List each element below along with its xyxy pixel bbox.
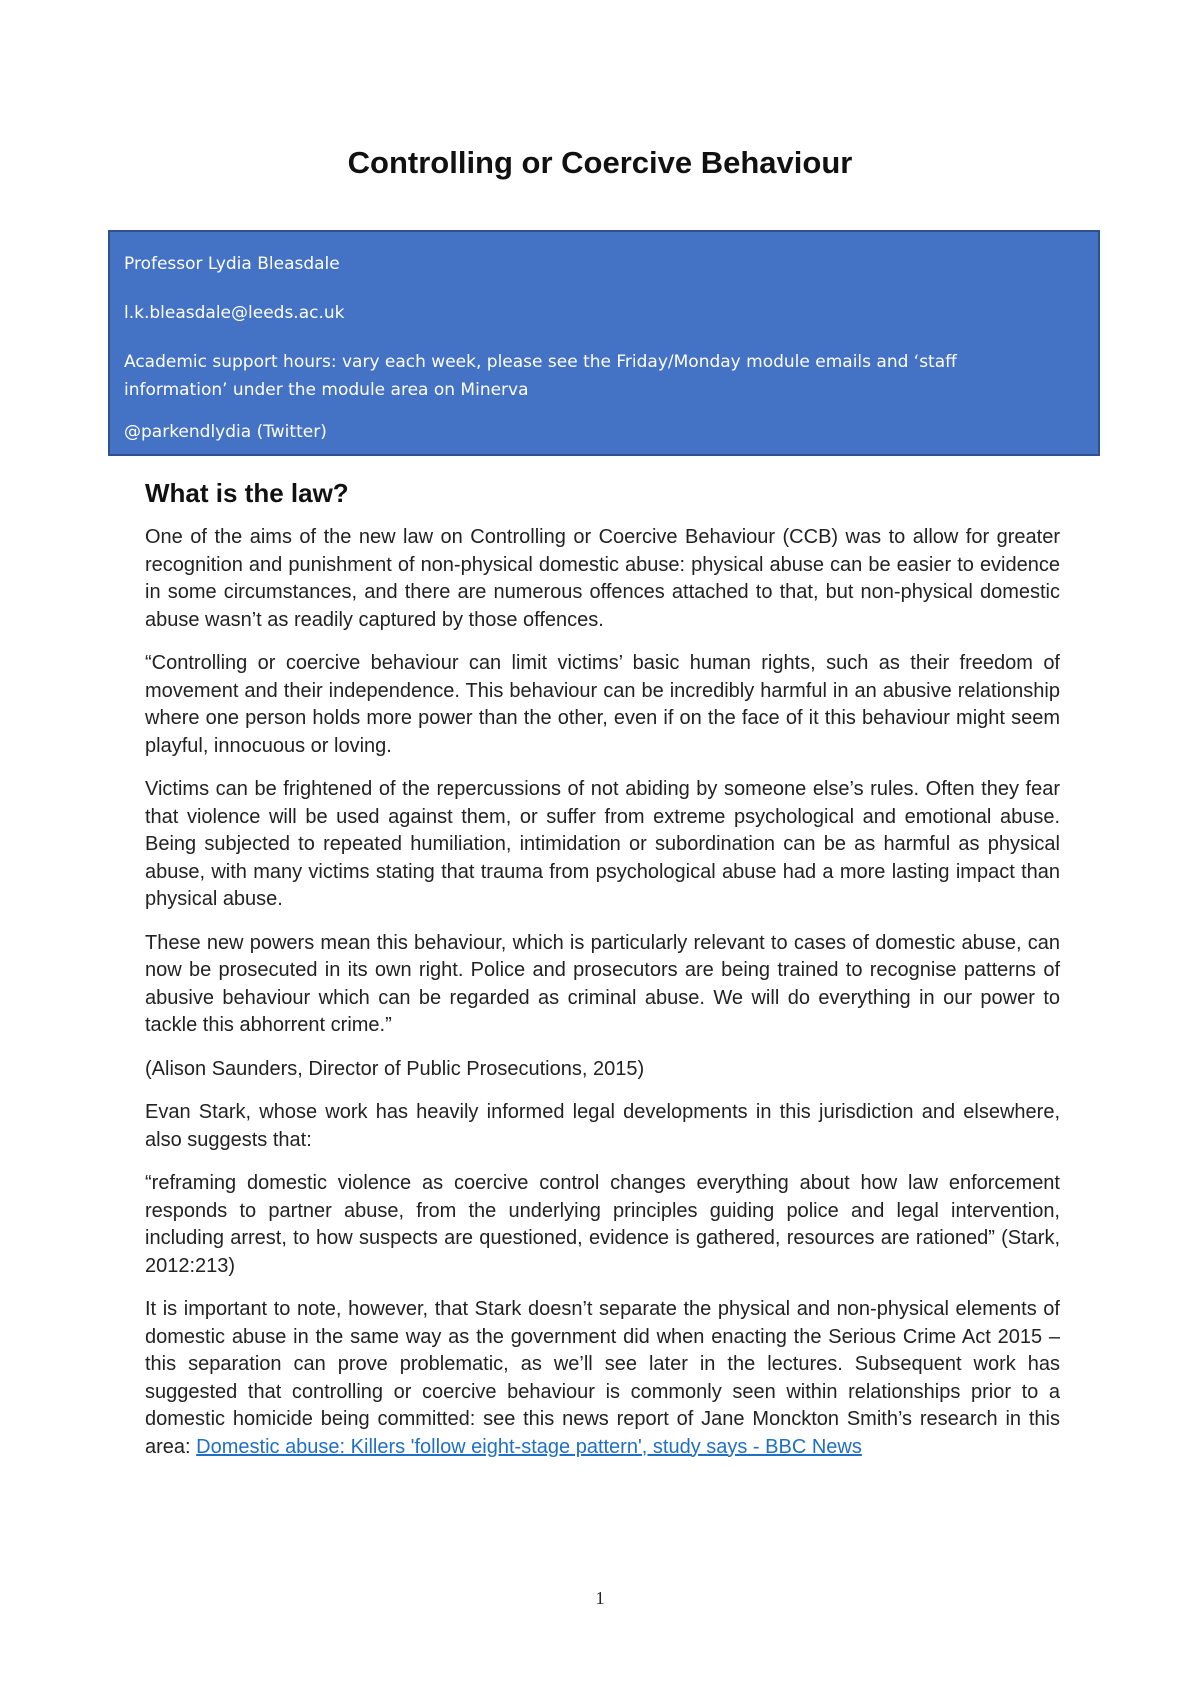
contact-info-box	[108, 230, 1100, 456]
page-number: 1	[595, 1588, 605, 1608]
quote-paragraph-1: “Controlling or coercive behaviour can limit victims’ basic human rights, such as their freedom of movement and their independence. This behaviour can be incredibly harmful in an abusive relationship where one person holds more power than the other, even if on the face of it this behaviour might seem playful, innocuous or loving.	[145, 652, 1060, 757]
support-hours: Academic support hours: vary each week, please see the Friday/Monday module emails and ‘staff information’ under the module area on Minerva	[124, 352, 957, 400]
author-name: Professor Lydia Bleasdale	[124, 254, 340, 274]
paragraph-intro: One of the aims of the new law on Controlling or Coercive Behaviour (CCB) was to allow for greater recognition and punishment of non-physical domestic abuse: physical abuse can be easier to evidence in some circumstances, and there are numerous offences attached to that, but non-physical domestic abuse wasn’t as readily captured by those offences.	[145, 526, 1060, 631]
quote-paragraph-3: These new powers mean this behaviour, which is particularly relevant to cases of domestic abuse, can now be prosecuted in its own right. Police and prosecutors are being trained to recognise patterns of abusive behaviour which can be regarded as criminal abuse. We will do everything in our power to tackle this abhorrent crime.”	[145, 931, 1060, 1036]
section-heading: What is the law?	[145, 478, 349, 508]
paragraph-note	[145, 1296, 1060, 1461]
quote-attribution: (Alison Saunders, Director of Public Prosecutions, 2015)	[145, 1057, 645, 1080]
paragraph-note-text: It is important to note, however, that Stark doesn’t separate the physical and non-physical elements of domestic abuse in the same way as the government did when enacting the Serious Crime Act 2015 – this separation can prove problematic, as we’ll see later in the lectures. Subsequent work has suggested that controlling or coercive behaviour is commonly seen within relationships prior to a domestic homicide being committed: see this news report of Jane Monckton Smith’s research in this area:	[145, 1298, 1060, 1458]
document-title: Controlling or Coercive Behaviour	[347, 145, 853, 180]
paragraph-stark-intro: Evan Stark, whose work has heavily informed legal developments in this jurisdiction and elsewhere, also suggests that:	[145, 1101, 1060, 1151]
author-email: l.k.bleasdale@leeds.ac.uk	[124, 303, 345, 323]
bbc-news-link[interactable]: Domestic abuse: Killers 'follow eight-stage pattern', study says - BBC News	[196, 1435, 862, 1458]
quote-paragraph-2: Victims can be frightened of the repercussions of not abiding by someone else’s rules. Often they fear that violence will be used against them, or suffer from extreme psychological and emotional abuse. Being subjected to repeated humiliation, intimidation or subordination can be as harmful as physical abuse, with many victims stating that trauma from psychological abuse had a more lasting impact than physical abuse.	[145, 778, 1060, 910]
twitter-handle: @parkendlydia (Twitter)	[124, 422, 327, 442]
stark-quote: “reframing domestic violence as coercive control changes everything about how law enforcement responds to partner abuse, from the underlying principles guiding police and legal intervention, including arrest, to how suspects are questioned, evidence is gathered, resources are rationed” (Stark, 2012:213)	[145, 1172, 1060, 1277]
main-content	[145, 476, 1060, 1477]
